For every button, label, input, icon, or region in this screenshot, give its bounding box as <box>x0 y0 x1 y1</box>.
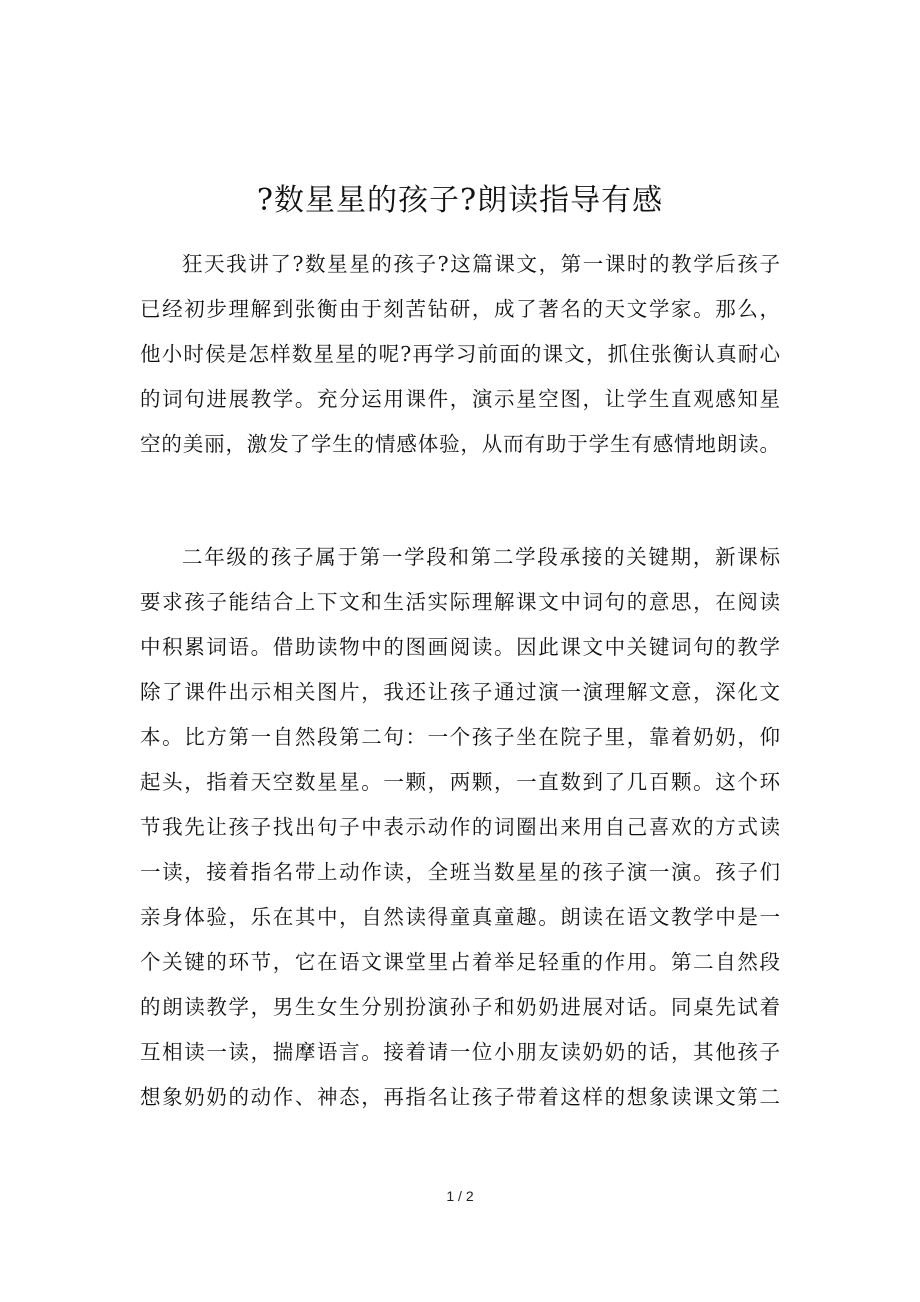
document-title: ?数星星的孩子?朗读指导有感 <box>256 183 664 218</box>
paragraph-2 <box>140 535 780 1120</box>
paragraph-line: 一读，接着指名带上动作读，全班当数星星的孩子演一演。孩子们 <box>140 860 780 884</box>
paragraph-line: 二年级的孩子属于第一学段和第二学段承接的关键期，新课标 <box>182 545 780 569</box>
paragraph-line: 已经初步理解到张衡由于刻苦钻研，成了著名的天文学家。那么， <box>140 297 780 321</box>
paragraph-line: 个关键的环节，它在语文课堂里占着举足轻重的作用。第二自然段 <box>140 950 780 974</box>
paragraph-line: 想象奶奶的动作、神态，再指名让孩子带着这样的想象读课文第二 <box>140 1085 780 1109</box>
paragraph-line: 空的美丽，激发了学生的情感体验，从而有助于学生有感情地朗读。 <box>140 432 780 456</box>
paragraph-line: 亲身体验，乐在其中，自然读得童真童趣。朗读在语文教学中是一 <box>140 905 780 929</box>
paragraph-line: 的朗读教学，男生女生分别扮演孙子和奶奶进展对话。同桌先试着 <box>140 995 780 1019</box>
paragraph-line: 狂天我讲了?数星星的孩子?这篇课文，第一课时的教学后孩子 <box>182 252 780 276</box>
page-number: 1 / 2 <box>446 1188 474 1204</box>
paragraph-line: 互相读一读，揣摩语言。接着请一位小朋友读奶奶的话，其他孩子 <box>140 1040 780 1064</box>
paragraph-line: 节我先让孩子找出句子中表示动作的词圈出来用自己喜欢的方式读 <box>140 815 780 839</box>
paragraph-line: 除了课件出示相关图片，我还让孩子通过演一演理解文意，深化文 <box>140 680 780 704</box>
paragraph-line: 要求孩子能结合上下文和生活实际理解课文中词句的意思，在阅读 <box>140 590 780 614</box>
paragraph-line: 起头，指着天空数星星。一颗，两颗，一直数到了几百颗。这个环 <box>140 770 780 794</box>
paragraph-line: 他小时侯是怎样数星星的呢?再学习前面的课文，抓住张衡认真耐心 <box>140 342 780 366</box>
paragraph-line: 中积累词语。借助读物中的图画阅读。因此课文中关键词句的教学 <box>140 635 780 659</box>
paragraph-line: 的词句进展教学。充分运用课件，演示星空图，让学生直观感知星 <box>140 387 780 411</box>
paragraph-line: 本。比方第一自然段第二句：一个孩子坐在院子里，靠着奶奶，仰 <box>140 725 780 749</box>
paragraph-1 <box>140 242 780 467</box>
